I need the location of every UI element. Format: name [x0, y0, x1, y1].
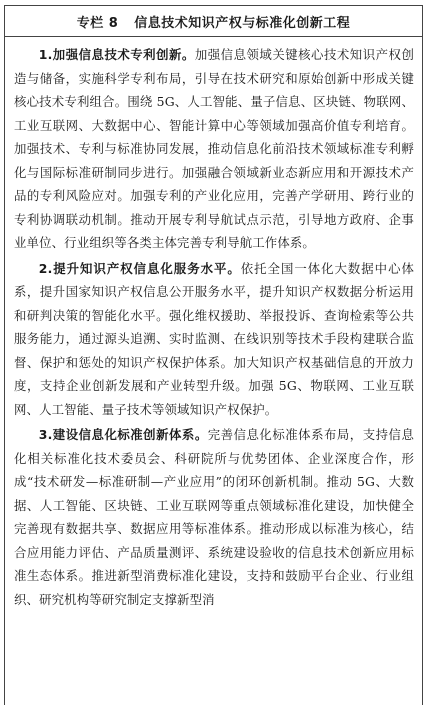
section-heading-3: 3.建设信息化标准创新体系。	[38, 427, 208, 442]
column-header	[5, 6, 422, 37]
section-paragraph-2	[14, 257, 414, 422]
column-body	[5, 37, 422, 611]
section-text-3: 完善信息化标准体系布局，支持信息化相关标准化技术委员会、科研院所与优势团体、企业深度合作，形成“技术研发—标准研制—产业应用”的闭环创新机制。推动 5G、大数据、人工智能、区块链、工业互联网等重点领域标准化建设，加快健全完善现有数据共享、数据应用等标准体系。推动形成以标准为核心，结合应用能力评估、产品质量测评、系统建设验收的信息技术创新应用标准生态体系。推进新型消费标准化建设，支持和鼓励平台企业、行业组织、研究机构等研究制定支撑新型消	[14, 427, 414, 607]
section-heading-2: 2.提升知识产权信息化服务水平。	[38, 260, 241, 276]
section-paragraph-1	[14, 43, 414, 255]
section-heading-1: 1.加强信息技术专利创新。	[38, 47, 195, 62]
column-box	[4, 5, 423, 705]
column-label: 专栏 8	[76, 15, 119, 31]
section-text-2: 依托全国一体化大数据中心体系，提升国家知识产权信息公开服务水平，提升知识产权数据分析运用和研判决策的智能化水平。强化维权援助、举报投诉、查询检索等公共服务能力，通过源头追溯、实时监测、在线识别等技术手段构建联合监督、保护和惩处的知识产权保护体系。加大知识产权基础信息的开放力度，支持企业创新发展和产业转型升级。加强 5G、物联网、工业互联网、人工智能、量子技术等领域知识产权保护。	[14, 260, 415, 417]
column-title: 信息技术知识产权与标准化创新工程	[134, 15, 351, 31]
section-paragraph-3	[14, 423, 414, 611]
section-text-1: 加强信息领域关键核心技术知识产权创造与储备，实施科学专利布局，引导在技术研究和原始创新中形成关键核心技术专利组合。围绕 5G、人工智能、量子信息、区块链、物联网、工业互联网、大数据中心、智能计算中心等领域加强高价值专利培育。加强技术、专利与标准协同发展，推动信息化前沿技术领域标准专利孵化与国际标准研制同步进行。加强融合领域新业态新应用和开源技术产品的专利风险应对。加强专利的产业化应用，完善产学研用、跨行业的专利协调联动机制。推动开展专利导航试点示范，引导地方政府、企事业单位、行业组织等各类主体完善专利导航工作体系。	[14, 47, 414, 250]
